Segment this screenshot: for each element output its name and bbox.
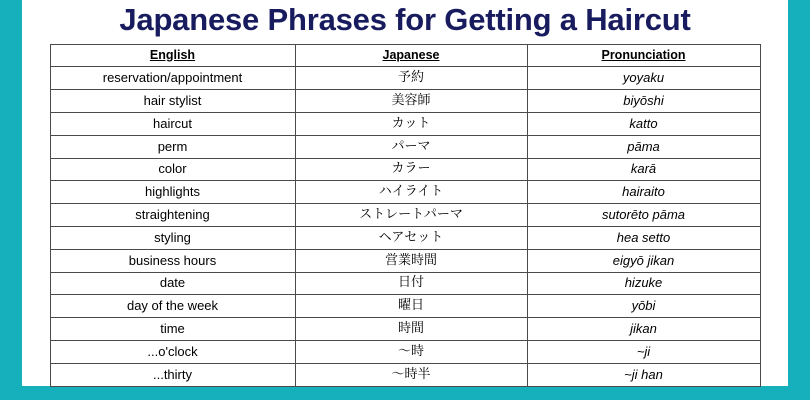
cell-pronunciation: biyōshi bbox=[527, 90, 760, 113]
cell-english: business hours bbox=[50, 249, 295, 272]
cell-pronunciation: hea setto bbox=[527, 227, 760, 250]
column-header-english bbox=[50, 44, 295, 67]
table-row bbox=[50, 181, 760, 204]
cell-japanese: ストレートパーマ bbox=[295, 204, 527, 227]
cell-japanese: 営業時間 bbox=[295, 249, 527, 272]
column-header-pronunciation-label: Pronunciation bbox=[601, 47, 686, 62]
cell-english: highlights bbox=[50, 181, 295, 204]
column-header-japanese bbox=[295, 44, 527, 67]
cell-pronunciation: yōbi bbox=[527, 295, 760, 318]
table-row bbox=[50, 295, 760, 318]
table-body bbox=[50, 67, 760, 386]
cell-english: perm bbox=[50, 135, 295, 158]
cell-english: reservation/appointment bbox=[50, 67, 295, 90]
cell-pronunciation: hairaito bbox=[527, 181, 760, 204]
cell-japanese: 〜時 bbox=[295, 341, 527, 364]
cell-english: styling bbox=[50, 227, 295, 250]
cell-pronunciation: jikan bbox=[527, 318, 760, 341]
cell-japanese: 曜日 bbox=[295, 295, 527, 318]
table-row bbox=[50, 135, 760, 158]
cell-pronunciation: hizuke bbox=[527, 272, 760, 295]
table-row bbox=[50, 90, 760, 113]
table-row bbox=[50, 158, 760, 181]
cell-japanese: ヘアセット bbox=[295, 227, 527, 250]
table-row bbox=[50, 227, 760, 250]
table-row bbox=[50, 272, 760, 295]
cell-japanese: 時間 bbox=[295, 318, 527, 341]
cell-english: color bbox=[50, 158, 295, 181]
cell-pronunciation: yoyaku bbox=[527, 67, 760, 90]
column-header-english-label: English bbox=[149, 47, 196, 62]
table-row bbox=[50, 249, 760, 272]
cell-japanese: 美容師 bbox=[295, 90, 527, 113]
table-row bbox=[50, 363, 760, 386]
cell-english: ...thirty bbox=[50, 363, 295, 386]
cell-japanese: カラー bbox=[295, 158, 527, 181]
right-accent-bar bbox=[788, 0, 810, 400]
column-header-pronunciation bbox=[527, 44, 760, 67]
cell-japanese: カット bbox=[295, 113, 527, 136]
table-header bbox=[50, 44, 760, 67]
cell-english: time bbox=[50, 318, 295, 341]
phrases-table bbox=[50, 44, 761, 387]
cell-english: hair stylist bbox=[50, 90, 295, 113]
table-row bbox=[50, 67, 760, 90]
cell-japanese: 予約 bbox=[295, 67, 527, 90]
table-header-row bbox=[50, 44, 760, 67]
cell-japanese: パーマ bbox=[295, 135, 527, 158]
cell-pronunciation: katto bbox=[527, 113, 760, 136]
cell-pronunciation: ~ji bbox=[527, 341, 760, 364]
cell-pronunciation: ~ji han bbox=[527, 363, 760, 386]
cell-pronunciation: pāma bbox=[527, 135, 760, 158]
cell-english: day of the week bbox=[50, 295, 295, 318]
table-row bbox=[50, 204, 760, 227]
cell-english: ...o'clock bbox=[50, 341, 295, 364]
table-row bbox=[50, 341, 760, 364]
page-title: Japanese Phrases for Getting a Haircut bbox=[119, 2, 691, 37]
cell-pronunciation: eigyō jikan bbox=[527, 249, 760, 272]
cell-japanese: ハイライト bbox=[295, 181, 527, 204]
cell-japanese: 〜時半 bbox=[295, 363, 527, 386]
cell-english: straightening bbox=[50, 204, 295, 227]
table-row bbox=[50, 318, 760, 341]
left-accent-bar bbox=[0, 0, 22, 400]
cell-english: haircut bbox=[50, 113, 295, 136]
cell-english: date bbox=[50, 272, 295, 295]
cell-japanese: 日付 bbox=[295, 272, 527, 295]
table-row bbox=[50, 113, 760, 136]
bottom-accent-bar bbox=[0, 386, 810, 400]
cell-pronunciation: sutorēto pāma bbox=[527, 204, 760, 227]
cell-pronunciation: karā bbox=[527, 158, 760, 181]
column-header-japanese-label: Japanese bbox=[382, 47, 440, 62]
content-area bbox=[22, 0, 788, 386]
